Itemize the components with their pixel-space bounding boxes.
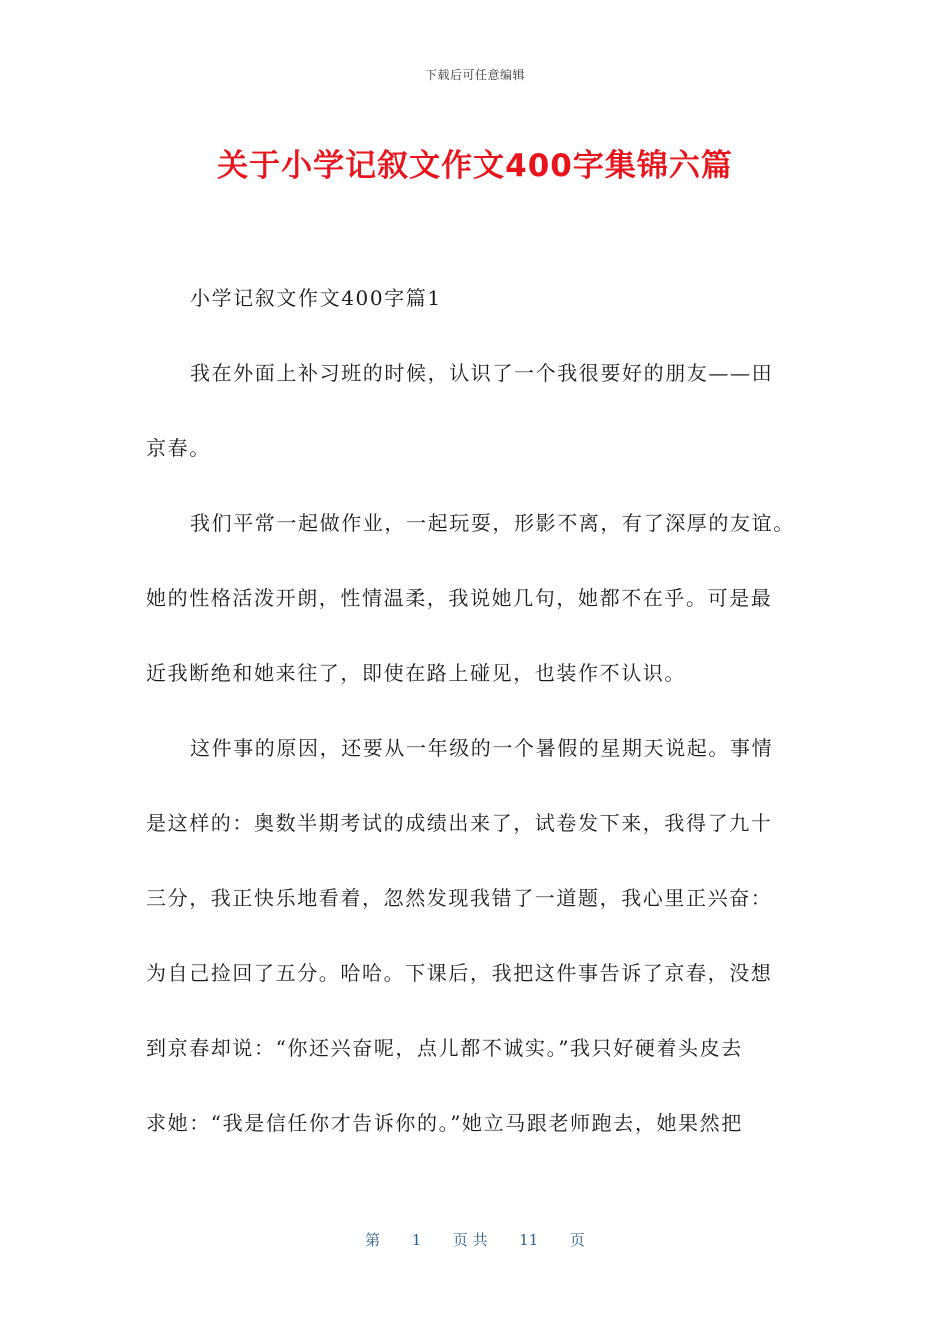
text-line: 为自己捡回了五分。哈哈。下课后，我把这件事告诉了京春，没想: [146, 961, 773, 985]
text-line: 我们平常一起做作业，一起玩耍，形影不离，有了深厚的友谊。: [190, 511, 795, 535]
text-line: 小学记叙文作文400字篇1: [190, 286, 442, 310]
document-title: 关于小学记叙文作文400字集锦六篇: [217, 148, 733, 184]
page-header-note: 下载后可任意编辑: [424, 68, 525, 82]
text-line: 到京春却说：“你还兴奋呢，点儿都不诚实。”我只好硬着头皮去: [146, 1036, 743, 1060]
footer-total-pages: 11: [519, 1231, 539, 1249]
text-line: 近我断绝和她来往了，即使在路上碰见，也装作不认识。: [146, 661, 686, 685]
footer-page-mid: 页 共: [452, 1231, 488, 1249]
text-line: 我在外面上补习班的时候，认识了一个我很要好的朋友——田: [190, 361, 774, 385]
page-footer: [0, 1229, 950, 1250]
text-line: 她的性格活泼开朗，性情温柔，我说她几句，她都不在乎。可是最: [146, 586, 773, 610]
document-body: [146, 280, 806, 1180]
footer-page-number: 1: [411, 1231, 422, 1249]
text-line: 这件事的原因，还要从一年级的一个暑假的星期天说起。事情: [190, 736, 774, 760]
footer-page-suffix: 页: [569, 1231, 585, 1249]
text-line: 三分，我正快乐地看着，忽然发现我错了一道题，我心里正兴奋：: [146, 886, 773, 910]
text-line: 求她：“我是信任你才告诉你的。”她立马跟老师跑去，她果然把: [146, 1111, 743, 1135]
footer-page-prefix: 第: [365, 1231, 381, 1249]
text-line: 是这样的：奥数半期考试的成绩出来了，试卷发下来，我得了九十: [146, 811, 773, 835]
text-line: 京春。: [146, 436, 211, 460]
